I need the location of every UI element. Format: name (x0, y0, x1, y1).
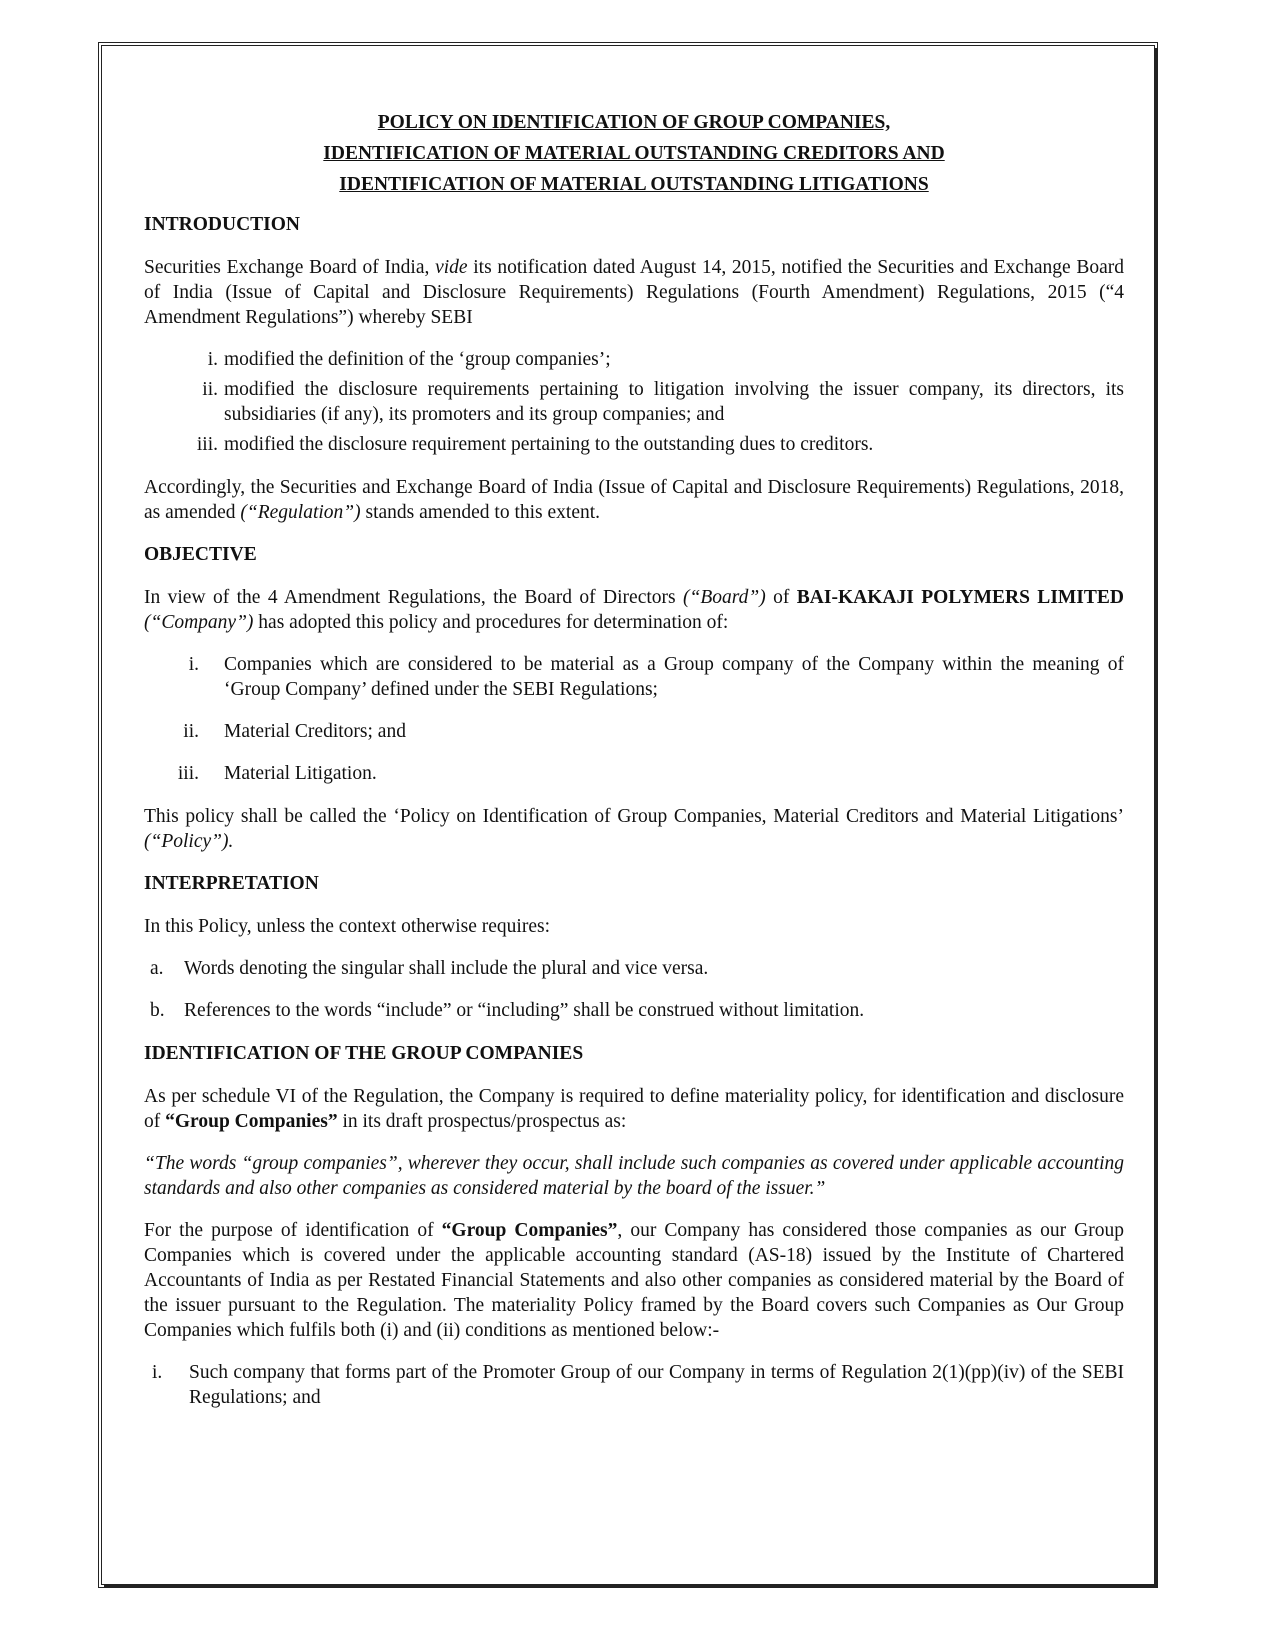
title-line-2: IDENTIFICATION OF MATERIAL OUTSTANDING CREDITORS AND (323, 143, 945, 164)
list-item-text: modified the definition of the ‘group companies’; (224, 349, 611, 370)
group-companies-paragraph-1 (144, 1084, 1124, 1134)
text-run: stands amended to this extent. (360, 502, 601, 523)
interpretation-list (144, 956, 1124, 1023)
title-line-3: IDENTIFICATION OF MATERIAL OUTSTANDING LITIGATIONS (339, 174, 929, 195)
list-item-text: Words denoting the singular shall include the plural and vice versa. (184, 958, 709, 979)
introduction-paragraph-1 (144, 255, 1124, 330)
objective-paragraph-2 (144, 804, 1124, 854)
title-line-1: POLICY ON IDENTIFICATION OF GROUP COMPANIES, (377, 112, 891, 133)
text-run: in its draft prospectus/prospectus as: (337, 1111, 627, 1132)
list-number: iii. (177, 763, 199, 784)
list-item (144, 652, 1124, 702)
bold-text-run: “Group Companies” (165, 1111, 338, 1132)
italic-text-run: (“Regulation”) (240, 502, 361, 523)
list-number: ii. (183, 721, 199, 742)
list-item (144, 719, 1124, 744)
text-run: , our Company has considered those companies as our Group Companies which is covered under the applicable accounting standard (AS-18) issued by the Institute of Chartered Accountants of India as per Restated Financial Statements and also other companies as considered material by the Board of the issuer pursuant to the Regulation. The materiality Policy framed by the Board covers such Companies as Our Group Companies which fulfils both (i) and (ii) conditions as mentioned below:- (144, 1220, 1124, 1341)
text-run: Securities Exchange Board of India, (144, 257, 436, 278)
list-number: iii. (196, 434, 218, 455)
list-number: i. (207, 349, 218, 370)
list-letter: b. (150, 1000, 165, 1021)
list-item (144, 998, 1124, 1023)
objective-paragraph-1 (144, 585, 1124, 635)
interpretation-heading: INTERPRETATION (144, 873, 319, 894)
list-item (144, 1360, 1124, 1410)
objective-heading: OBJECTIVE (144, 544, 257, 565)
list-item (144, 347, 1124, 372)
list-item-text: Such company that forms part of the Promoter Group of our Company in terms of Regulation 2(1)(pp)(iv) of the SEBI Regulations; and (189, 1362, 1124, 1408)
list-letter: a. (150, 958, 164, 979)
text-run: For the purpose of identification of (144, 1220, 442, 1241)
list-number: i. (152, 1362, 163, 1383)
interpretation-paragraph: In this Policy, unless the context otherwise requires: (144, 916, 550, 937)
document-body (144, 107, 1124, 1428)
bold-text-run: “Group Companies” (441, 1220, 618, 1241)
text-run: In view of the 4 Amendment Regulations, the Board of Directors (144, 587, 684, 608)
list-item (144, 956, 1124, 981)
introduction-list (144, 347, 1124, 457)
group-companies-heading: IDENTIFICATION OF THE GROUP COMPANIES (144, 1043, 584, 1064)
list-item-text: Material Litigation. (224, 763, 377, 784)
list-number: i. (188, 654, 199, 675)
list-number: ii. (202, 379, 218, 400)
document-title (144, 107, 1124, 200)
text-run: of (765, 587, 797, 608)
italic-text-run: (“Company”) (144, 612, 254, 633)
text-run: This policy shall be called the ‘Policy on Identification of Group Companies, Material Creditors and Material Litigations’ (144, 806, 1124, 827)
text-run: As per schedule VI of the Regulation, the Company is required to define materiality policy, for identification and disclosure of (144, 1086, 1124, 1132)
list-item-text: modified the disclosure requirements pertaining to litigation involving the issuer company, its directors, its subsidiaries (if any), its promoters and its group companies; and (224, 379, 1124, 425)
text-run: Accordingly, the Securities and Exchange Board of India (Issue of Capital and Disclosure Requirements) Regulations, 2018, as amended (144, 477, 1124, 523)
list-item (144, 761, 1124, 786)
list-item-text: Material Creditors; and (224, 721, 406, 742)
introduction-paragraph-2 (144, 475, 1124, 525)
list-item-text: Companies which are considered to be material as a Group company of the Company within the meaning of ‘Group Company’ defined under the SEBI Regulations; (224, 654, 1124, 700)
italic-text-run: (“Board”) (683, 587, 766, 608)
conditions-list (144, 1360, 1124, 1410)
objective-list (144, 652, 1124, 786)
list-item (144, 432, 1124, 457)
italic-text-run: (“Policy”). (144, 831, 234, 852)
introduction-heading: INTRODUCTION (144, 214, 301, 235)
list-item (144, 377, 1124, 427)
text-run: has adopted this policy and procedures for determination of: (253, 612, 729, 633)
list-item-text: modified the disclosure requirement pertaining to the outstanding dues to creditors. (224, 434, 874, 455)
text-run: its notification dated August 14, 2015, notified the Securities and Exchange Board of India (Issue of Capital and Disclosure Requirements) Regulations (Fourth Amendment) Regulations, 2015 (“4 Amendment Regulations”) whereby SEBI (144, 257, 1124, 328)
group-companies-quote: “The words “group companies”, wherever they occur, shall include such companies as covered under applicable accounting standards and also other companies as considered material by the board of the issuer.” (144, 1153, 1124, 1199)
list-item-text: References to the words “include” or “including” shall be construed without limitation. (184, 1000, 865, 1021)
group-companies-paragraph-2 (144, 1218, 1124, 1343)
company-name: BAI-KAKAJI POLYMERS LIMITED (796, 587, 1124, 608)
italic-text-run: vide (435, 257, 468, 278)
